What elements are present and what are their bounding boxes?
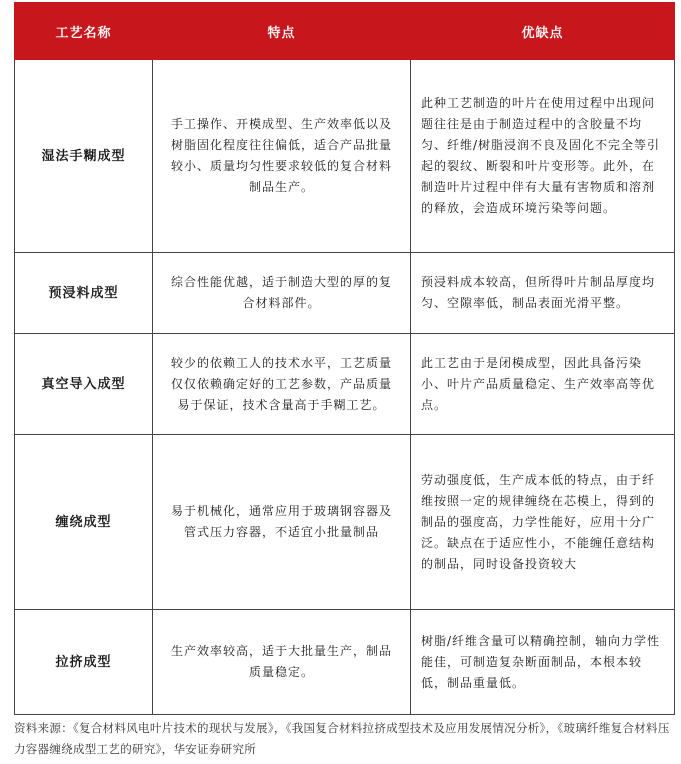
process-name: 拉挤成型: [15, 610, 153, 715]
process-pros-cons: 预浸料成本较高，但所得叶片制品厚度均匀、空隙率低，制品表面光滑平整。: [411, 253, 675, 334]
process-features: 综合性能优越，适于制造大型的厚的复合材料部件。: [153, 253, 411, 334]
process-pros-cons: 劳动强度低，生产成本低的特点，由于纤维按照一定的规律缠绕在芯模上，得到的制品的强度高，力学性能好，应用十分广泛。缺点在于适应性小，不能缠任意结构的制品，同时设备投资较大: [411, 435, 675, 610]
process-pros-cons: 此种工艺制造的叶片在使用过程中出现问题往往是由于制造过程中的含胶量不均匀、纤维/树脂浸润不良及固化不完全等引起的裂纹、断裂和叶片变形等。此外，在制造叶片过程中伴有大量有害物质和溶剂的释放，会造成环境污染等问题。: [411, 60, 675, 253]
process-features: 易于机械化，通常应用于玻璃钢容器及管式压力容器，不适宜小批量制品: [153, 435, 411, 610]
process-pros-cons: 树脂/纤维含量可以精确控制，轴向力学性能佳，可制造复杂断面制品，本根本较低，制品重量低。: [411, 610, 675, 715]
process-name: 预浸料成型: [15, 253, 153, 334]
table-row: [15, 253, 675, 334]
process-comparison-table: [14, 2, 675, 715]
process-features: 较少的依赖工人的技术水平，工艺质量仅仅依赖确定好的工艺参数，产品质量易于保证，技术含量高于手糊工艺。: [153, 334, 411, 435]
table-header-row: [15, 3, 675, 60]
header-pros-cons: 优缺点: [411, 3, 675, 60]
process-features: 手工操作、开模成型、生产效率低以及树脂固化程度往往偏低，适合产品批量较小、质量均匀性要求较低的复合材料制品生产。: [153, 60, 411, 253]
table-row: [15, 60, 675, 253]
table-row: [15, 435, 675, 610]
process-name: 缠绕成型: [15, 435, 153, 610]
header-process-name: 工艺名称: [15, 3, 153, 60]
process-name: 真空导入成型: [15, 334, 153, 435]
process-features: 生产效率较高，适于大批量生产，制品质量稳定。: [153, 610, 411, 715]
table-row: [15, 610, 675, 715]
process-name: 湿法手糊成型: [15, 60, 153, 253]
process-pros-cons: 此工艺由于是闭模成型，因此具备污染小、叶片产品质量稳定、生产效率高等优点。: [411, 334, 675, 435]
source-note: 资料来源：《复合材料风电叶片技术的现状与发展》，《我国复合材料拉挤成型技术及应用发展情况分析》，《玻璃纤维复合材料压力容器缠绕成型工艺的研究》，华安证券研究所: [14, 721, 670, 756]
header-features: 特点: [153, 3, 411, 60]
table-row: [15, 334, 675, 435]
